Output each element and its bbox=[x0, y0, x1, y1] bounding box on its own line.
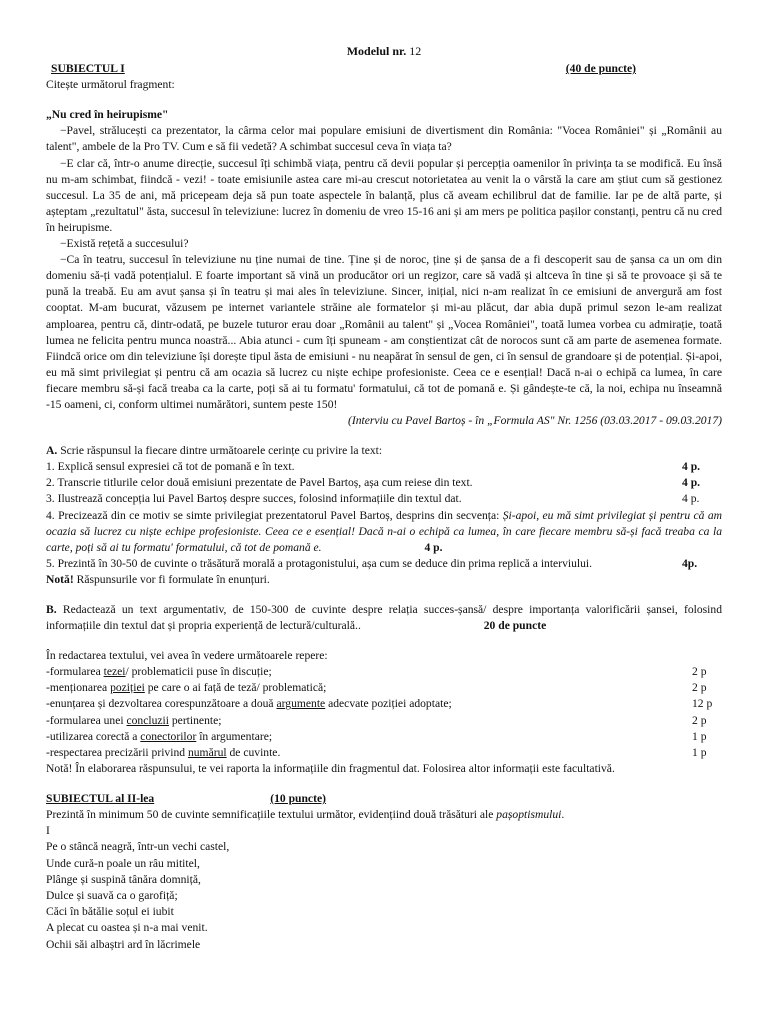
question-2: 2. Transcrie titlurile celor două emisiuni prezentate de Pavel Bartoș, așa cum reiese din text. 4 p. bbox=[46, 476, 701, 490]
criterion-points: 1 p bbox=[692, 745, 707, 759]
article-title: „Nu cred în heirupisme" bbox=[46, 108, 169, 122]
poem-line: I bbox=[46, 824, 50, 838]
subject-1-header bbox=[46, 61, 722, 77]
question-4: 4. Precizează din ce motiv se simte privilegiat prezentatorul Pavel Bartoș, desprins din secvența: Și-apoi, eu mă simt privilegiat și pentru că am ocazia să lucrez cu niște echipe profesioniste. Ceea ce e esențial! Dacă n-ai o echipă ca lumea, în care fiecare membru să-și facă treaba ca la carte, poți să ai tu formatu' formatului, că tot de pomană e. 4 p. bbox=[46, 508, 722, 554]
criterion-row bbox=[46, 729, 722, 745]
question-5: 5. Prezintă în 30-50 de cuvinte o trăsătură morală a protagonistului, așa cum se deduce din prima replică a interviului. 4p. bbox=[46, 556, 698, 570]
poem-line: Plânge și suspină tânăra domniță, bbox=[46, 872, 201, 886]
criterion-points: 2 p bbox=[692, 665, 707, 679]
subject-1-points: (40 de puncte) bbox=[565, 62, 636, 76]
interview-paragraph-1: −Pavel, strălucești ca prezentator, la cârma celor mai populare emisiuni de divertisment din România: "Vocea României" și „Românii au talent", ambele de la Pro TV. Cum e să fii vedetă? A schimbat succesul ceva în viața ta? bbox=[46, 124, 722, 154]
criterion-points: 2 p bbox=[692, 713, 707, 727]
criteria-note: Notă! În elaborarea răspunsului, te vei raporta la informațiile din fragmentul dat. Folosirea altor informații este facultativă. bbox=[46, 761, 615, 775]
model-number: 12 bbox=[409, 44, 422, 58]
criterion-row bbox=[46, 745, 722, 761]
interview-paragraph-4: −Ca în teatru, succesul în televiziune nu ține numai de tine. Ține și de noroc, ține și de șansa de a fi descoperit sau de șansa ca un om din domeniu să-ți vadă potențialul. E foarte important să vină un producător ori un regizor, care să vadă și altceva în tine și să te provoace și să te pună la treabă. Eu am avut șansa și în teatru și mai ales în televiziune. Sincer, inițial, nici n-am realizat în ce emisiuni de anvergură am fost cooptat. M-am bucurat, văzusem pe internet variantele străine ale formatelor și mi-au plăcut, dar abia după primul sezon le-am realizat amploarea, pentru că, dintr-odată, pe buzele tuturor erau doar „Românii au talent" și „Vocea României", toată lumea vorbea cu admirație, toată lumea ne felicita pentru munca noastră... Abia atunci - cum îți spuneam - am conștientizat cât de norocos sunt că am parte de asemenea formate. Fiindcă orice om din televiziune își dorește tipul ăsta de emisiuni - nu neapărat în sensul de gen, ci în sensul de grandoare și de potențial. Și-apoi, eu mă simt privilegiat și pentru că am ocazia să lucrez cu niște echipe profesioniste. Ceea ce e esențial! Dacă n-ai o echipă ca lumea, în care fiecare membru să-și facă treaba ca la carte, poți să ai tu formatu' formatului, că tot de pomană e. Și gândește-te că, la noi, echipa nu înseamnă -15 oameni, ci, conform ultimei numărători, suntem peste 150! bbox=[46, 253, 722, 411]
poem-line: Dulce și suavă ca o garofiță; bbox=[46, 888, 178, 902]
criterion-text: -menționarea poziției pe care o ai față de teză/ problematică; bbox=[46, 681, 327, 695]
poem-line: Unde cură-n poale un râu mititel, bbox=[46, 856, 200, 870]
source-citation: (Interviu cu Pavel Bartoș - în „Formula AS" Nr. 1256 (03.03.2017 - 09.03.2017) bbox=[347, 414, 722, 428]
criteria-intro: În redactarea textului, vei avea în vedere următoarele repere: bbox=[46, 649, 328, 663]
document-page bbox=[46, 43, 722, 953]
part-b-points: 20 de puncte bbox=[483, 619, 547, 633]
subject-2-header bbox=[46, 791, 722, 807]
subject-2-task: Prezintă în minimum 50 de cuvinte semnificațiile textului următor, evidențiind două trăsături ale pașoptismului. bbox=[46, 808, 565, 822]
page-title: Modelul nr. 12 bbox=[346, 44, 422, 58]
criterion-row bbox=[46, 664, 722, 680]
poem-line: Ochii săi albaștri ard în lăcrimele bbox=[46, 937, 201, 951]
criterion-points: 1 p bbox=[692, 729, 707, 743]
poem-line: Căci în bătălie soțul ei iubit bbox=[46, 905, 174, 919]
poem-line: Pe o stâncă neagră, într-un vechi castel, bbox=[46, 840, 230, 854]
question-4-quote: Și-apoi, eu mă simt privilegiat și pentru că am ocazia să lucrez cu niște echipe profesioniste. Ceea ce e esențial! Dacă n-ai o echipă ca lumea, în care fiecare membru să-și facă treaba ca la carte, poți să ai tu formatu' formatului, că tot de pomană e. bbox=[46, 508, 722, 554]
part-a-intro: A. Scrie răspunsul la fiecare dintre următoarele cerințe cu privire la text: bbox=[46, 444, 383, 458]
criteria-list bbox=[46, 664, 722, 761]
criterion-row bbox=[46, 680, 722, 696]
criterion-text: -enunțarea și dezvoltarea corespunzătoare a două argumente adecvate poziției adoptate; bbox=[46, 697, 452, 711]
criterion-text: -respectarea precizării privind numărul de cuvinte. bbox=[46, 745, 281, 759]
subject-2-points: (10 puncte) bbox=[270, 791, 326, 805]
interview-paragraph-3: −Există rețetă a succesului? bbox=[60, 237, 189, 251]
poem bbox=[46, 823, 722, 953]
subject-1-heading: SUBIECTUL I bbox=[51, 62, 125, 76]
criterion-text: -formularea unei concluzii pertinente; bbox=[46, 713, 222, 727]
subject-2-heading: SUBIECTUL al II-lea bbox=[46, 791, 155, 805]
question-3: 3. Ilustrează concepția lui Pavel Bartoș despre succes, folosind informațiile din textul dat. 4 p. bbox=[46, 492, 700, 506]
poem-line: A plecat cu oastea și n-a mai venit. bbox=[46, 921, 208, 935]
criterion-points: 12 p bbox=[692, 697, 713, 711]
criterion-row bbox=[46, 713, 722, 729]
part-b-task: B. Redactează un text argumentativ, de 150-300 de cuvinte despre relația succes-șansă/ despre importanța valorificării șansei, folosind informațiile din textul dat și propria experiență de lectură/culturală.. 20 de puncte bbox=[46, 603, 722, 633]
intro-text: Citește următorul fragment: bbox=[46, 78, 175, 92]
interview-paragraph-2: −E clar că, într-o anume direcție, succesul îți schimbă viața, pentru că devii popular și percepția oamenilor în privința ta se modifică. Eu însă nu m-am schimbat, fiindcă - vezi! - toate emisiunile astea care mi-au crescut notorietatea au venit la o vârstă la care am știut cum să gestionez succesul. La 35 de ani, mă pricepeam deja să pun toate aspectele în balanță, plus că aveam echilibrul dat de familie. Iar pe de altă parte, și așteptam „rezultatul" ăsta, succesul în televiziune: lucrez în domeniu de vreo 15-16 ani și am mers pe politica pașilor constanți, pentru că nu cred în heirupisme. bbox=[46, 156, 722, 234]
criterion-text: -utilizarea corectă a conectorilor în argumentare; bbox=[46, 729, 273, 743]
criterion-text: -formularea tezei/ problematicii puse în discuție; bbox=[46, 665, 272, 679]
answer-note: Notă! Răspunsurile vor fi formulate în enunțuri. bbox=[46, 572, 270, 586]
criterion-points: 2 p bbox=[692, 681, 707, 695]
criterion-row bbox=[46, 696, 722, 712]
question-1: 1. Explică sensul expresiei că tot de pomană e în text. 4 p. bbox=[46, 460, 701, 474]
